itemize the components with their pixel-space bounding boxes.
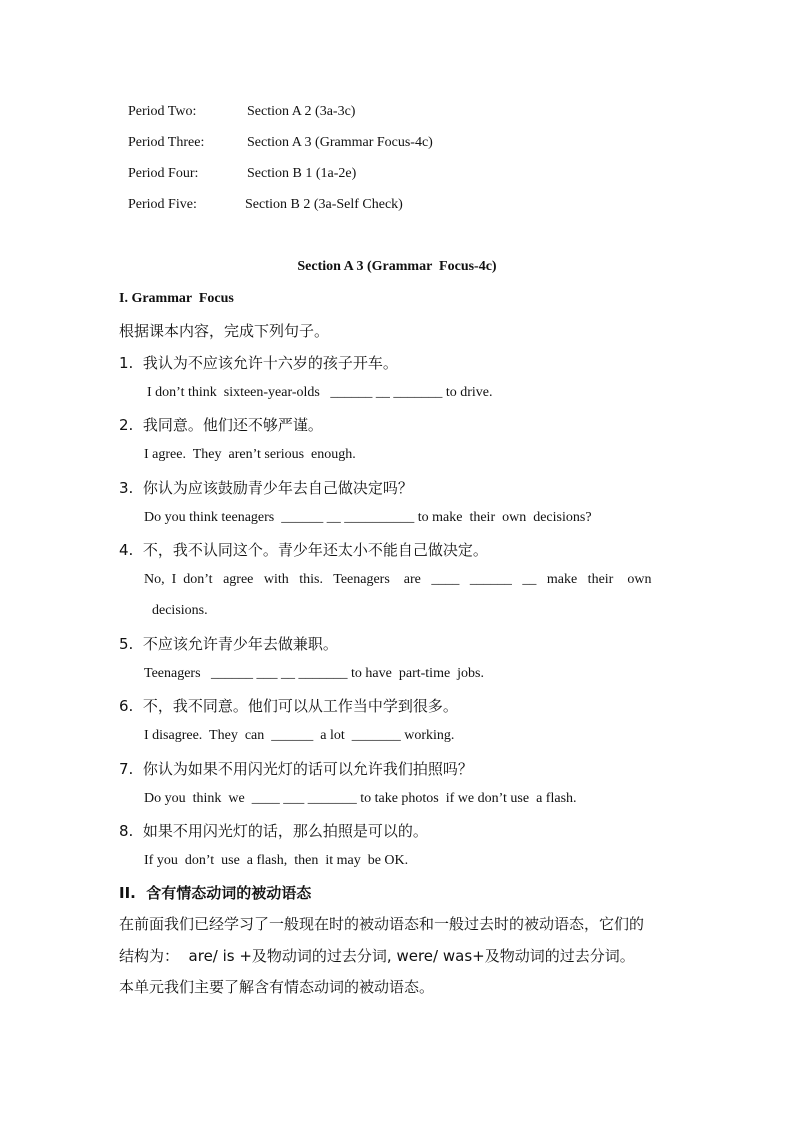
exercise-en: I agree. They aren’t serious enough.	[144, 447, 356, 462]
exercise-en: If you don’t use a flash, then it may be OK.	[144, 853, 409, 868]
period-section: Section B 1 (1a-2e)	[247, 166, 357, 181]
exercise-zh: 7. 你认为如果不用闪光灯的话可以允许我们拍照吗？	[119, 760, 473, 778]
part2-paragraph: 在前面我们已经学习了一般现在时的被动语态和一般过去时的被动语态，它们的	[119, 915, 645, 933]
part2-paragraph: 结构为： are/ is +及物动词的过去分词, were/ was+及物动词的过去分词。	[119, 947, 635, 965]
period-name: Period Five:	[128, 197, 197, 212]
part1-instruction: 根据课本内容，完成下列句子。	[119, 322, 330, 340]
part2-paragraph: 本单元我们主要了解含有情态动词的被动语态。	[119, 978, 435, 996]
exercise-zh: 8. 如果不用闪光灯的话，那么拍照是可以的。	[119, 822, 428, 840]
exercise-en: I don’t think sixteen-year-olds ______ __ _______ to drive.	[147, 385, 493, 400]
period-name: Period Four:	[128, 166, 199, 181]
exercise-zh: 2. 我同意。他们还不够严谨。	[119, 416, 323, 434]
period-section: Section A 3 (Grammar Focus-4c)	[247, 135, 433, 150]
exercise-en: Do you think we ____ ___ _______ to take photos if we don’t use a flash.	[144, 791, 577, 806]
exercise-zh: 4. 不，我不认同这个。青少年还太小不能自己做决定。	[119, 541, 488, 559]
period-name: Period Three:	[128, 135, 205, 150]
period-section: Section B 2 (3a-Self Check)	[245, 197, 403, 212]
exercise-zh: 1. 我认为不应该允许十六岁的孩子开车。	[119, 354, 398, 372]
exercise-en: Teenagers ______ ___ __ _______ to have part-time jobs.	[144, 666, 485, 681]
exercise-en: No, I don’t agree with this. Teenagers are ____ ______ __ make their own	[144, 572, 652, 587]
period-section: Section A 2 (3a-3c)	[247, 104, 356, 119]
exercise-zh: 5. 不应该允许青少年去做兼职。	[119, 635, 338, 653]
exercise-en-continued: decisions.	[152, 603, 208, 618]
section-title: Section A 3 (Grammar Focus-4c)	[297, 259, 497, 274]
period-name: Period Two:	[128, 104, 197, 119]
exercise-en: Do you think teenagers ______ __ __________ to make their own decisions?	[144, 510, 592, 525]
part2-heading: II. 含有情态动词的被动语态	[119, 884, 312, 902]
part1-heading: I. Grammar Focus	[119, 291, 234, 306]
exercise-en: I disagree. They can ______ a lot _______ working.	[144, 728, 455, 743]
exercise-zh: 3. 你认为应该鼓励青少年去自己做决定吗？	[119, 479, 413, 497]
exercise-zh: 6. 不，我不同意。他们可以从工作当中学到很多。	[119, 697, 458, 715]
